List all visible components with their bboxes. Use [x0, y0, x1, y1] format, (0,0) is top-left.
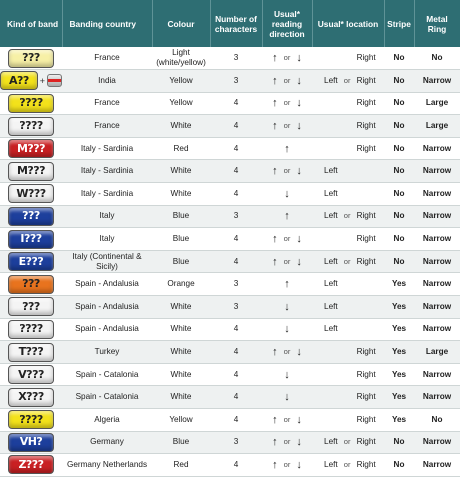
band-ring-icon: E??? — [8, 252, 54, 271]
or-label: or — [283, 53, 291, 63]
band-ring-icon: X??? — [8, 388, 54, 407]
arrow-down-icon: ↓ — [296, 97, 302, 110]
location-right: Right — [356, 143, 376, 153]
arrow-up-icon: ↑ — [284, 142, 290, 155]
table-row — [0, 431, 460, 454]
arrow-down-icon: ↓ — [284, 391, 290, 404]
colour-cell: Red — [152, 137, 210, 160]
location-left: Left — [324, 256, 338, 266]
country-cell: Spain - Andalusia — [62, 296, 152, 319]
colour-cell: White — [152, 318, 210, 341]
or-label: or — [283, 166, 291, 176]
metal-cell: Narrow — [414, 363, 460, 386]
metal-cell: Narrow — [414, 386, 460, 409]
stripe-cell: Yes — [384, 296, 414, 319]
country-cell: Spain - Catalonia — [62, 386, 152, 409]
location-cell — [312, 47, 384, 70]
metal-cell: Narrow — [414, 205, 460, 228]
colour-cell: White — [152, 341, 210, 364]
location-right: Right — [356, 234, 376, 244]
location-right: Right — [356, 347, 376, 357]
arrow-up-icon: ↑ — [272, 74, 278, 87]
band-cell — [0, 296, 62, 319]
colour-cell: Orange — [152, 273, 210, 296]
location-right: Right — [356, 211, 376, 221]
location-cell — [312, 363, 384, 386]
band-ring-icon: V??? — [8, 365, 54, 384]
metal-cell: Narrow — [414, 137, 460, 160]
table-row — [0, 454, 460, 477]
table-row — [0, 70, 460, 93]
chars-cell: 3 — [210, 431, 262, 454]
band-ring-icon: A?? — [0, 71, 38, 90]
colour-cell: Blue — [152, 228, 210, 251]
stripe-cell: No — [384, 137, 414, 160]
arrow-down-icon: ↓ — [284, 368, 290, 381]
direction-cell — [262, 160, 312, 183]
arrow-down-icon: ↓ — [296, 255, 302, 268]
country-cell: France — [62, 47, 152, 70]
country-cell: Italy (Continental & Sicily) — [62, 250, 152, 273]
band-cell — [0, 363, 62, 386]
band-cell — [0, 47, 62, 70]
band-ring-icon: ??? — [8, 207, 54, 226]
location-left: Left — [324, 211, 338, 221]
band-ring-icon: Z??? — [8, 455, 54, 474]
location-right: Right — [356, 75, 376, 85]
direction-cell — [262, 341, 312, 364]
band-ring-icon: ???? — [8, 410, 54, 429]
direction-cell — [262, 92, 312, 115]
band-cell — [0, 273, 62, 296]
location-cell — [312, 160, 384, 183]
or-label: or — [283, 121, 291, 131]
country-cell: Spain - Catalonia — [62, 363, 152, 386]
stripe-cell: No — [384, 115, 414, 138]
country-cell: Germany — [62, 431, 152, 454]
location-cell — [312, 273, 384, 296]
chars-cell: 4 — [210, 318, 262, 341]
band-ring-icon: ??? — [8, 49, 54, 68]
country-cell: Algeria — [62, 409, 152, 432]
stripe-cell: No — [384, 431, 414, 454]
location-left: Left — [324, 459, 338, 469]
chars-cell: 3 — [210, 273, 262, 296]
arrow-up-icon: ↑ — [272, 436, 278, 449]
chars-cell: 3 — [210, 70, 262, 93]
direction-cell — [262, 431, 312, 454]
table-row — [0, 363, 460, 386]
arrow-down-icon: ↓ — [296, 74, 302, 87]
chars-cell: 4 — [210, 409, 262, 432]
chars-cell: 4 — [210, 363, 262, 386]
chars-cell: 4 — [210, 228, 262, 251]
location-left: Left — [324, 166, 338, 176]
colour-cell: White — [152, 160, 210, 183]
location-right: Right — [356, 414, 376, 424]
metal-cell: Narrow — [414, 160, 460, 183]
colour-cell: Yellow — [152, 70, 210, 93]
header-location: Usual* location — [312, 0, 384, 47]
stripe-cell: No — [384, 92, 414, 115]
chars-cell: 4 — [210, 183, 262, 206]
metal-cell: Large — [414, 92, 460, 115]
colour-cell: White — [152, 363, 210, 386]
location-cell — [312, 115, 384, 138]
band-ring-icon: ???? — [8, 320, 54, 339]
location-left: Left — [324, 324, 338, 334]
or-label: or — [283, 347, 291, 357]
or-label: or — [343, 75, 351, 85]
location-left: Left — [324, 188, 338, 198]
location-cell — [312, 318, 384, 341]
stripe-cell: Yes — [384, 273, 414, 296]
country-cell: Germany Netherlands — [62, 454, 152, 477]
chars-cell: 4 — [210, 92, 262, 115]
band-cell — [0, 228, 62, 251]
band-cell — [0, 205, 62, 228]
location-right: Right — [356, 392, 376, 402]
header-stripe: Stripe — [384, 0, 414, 47]
stripe-cell: No — [384, 70, 414, 93]
stripe-cell: No — [384, 205, 414, 228]
or-label: or — [283, 437, 291, 447]
arrow-down-icon: ↓ — [284, 323, 290, 336]
direction-cell — [262, 454, 312, 477]
location-cell — [312, 386, 384, 409]
arrow-down-icon: ↓ — [296, 413, 302, 426]
band-cell — [0, 115, 62, 138]
country-cell: France — [62, 115, 152, 138]
stripe-cell: Yes — [384, 386, 414, 409]
country-cell: Italy — [62, 205, 152, 228]
stripe-cell: No — [384, 250, 414, 273]
metal-cell: Narrow — [414, 454, 460, 477]
colour-cell: White — [152, 386, 210, 409]
location-cell — [312, 70, 384, 93]
chars-cell: 3 — [210, 47, 262, 70]
country-cell: India — [62, 70, 152, 93]
metal-cell: Large — [414, 341, 460, 364]
band-cell — [0, 431, 62, 454]
location-right: Right — [356, 121, 376, 131]
header-direction: Usual* reading direction — [262, 0, 312, 47]
arrow-down-icon: ↓ — [284, 187, 290, 200]
location-left: Left — [324, 437, 338, 447]
direction-cell — [262, 137, 312, 160]
chars-cell: 4 — [210, 386, 262, 409]
or-label: or — [283, 459, 291, 469]
band-cell — [0, 70, 62, 93]
direction-cell — [262, 409, 312, 432]
colour-cell: Yellow — [152, 409, 210, 432]
direction-cell — [262, 228, 312, 251]
metal-cell: Narrow — [414, 318, 460, 341]
country-cell: France — [62, 92, 152, 115]
table-row — [0, 160, 460, 183]
band-cell — [0, 250, 62, 273]
or-label: or — [283, 414, 291, 424]
metal-cell: No — [414, 409, 460, 432]
table-row — [0, 92, 460, 115]
country-cell: Italy - Sardinia — [62, 137, 152, 160]
arrow-up-icon: ↑ — [272, 120, 278, 133]
location-cell — [312, 250, 384, 273]
table-row — [0, 183, 460, 206]
location-right: Right — [356, 256, 376, 266]
metal-cell: Narrow — [414, 273, 460, 296]
location-cell — [312, 228, 384, 251]
table-row — [0, 228, 460, 251]
band-ring-icon: T??? — [8, 343, 54, 362]
direction-cell — [262, 273, 312, 296]
arrow-down-icon: ↓ — [296, 233, 302, 246]
band-ring-icon: ??? — [8, 297, 54, 316]
location-left: Left — [324, 301, 338, 311]
arrow-down-icon: ↓ — [296, 120, 302, 133]
stripe-cell: Yes — [384, 318, 414, 341]
table-row — [0, 205, 460, 228]
stripe-cell: No — [384, 228, 414, 251]
band-ring-icon: M??? — [8, 139, 54, 158]
or-label: or — [283, 234, 291, 244]
stripe-cell: No — [384, 160, 414, 183]
location-right: Right — [356, 369, 376, 379]
or-label: or — [343, 211, 351, 221]
direction-cell — [262, 70, 312, 93]
chars-cell: 3 — [210, 296, 262, 319]
arrow-up-icon: ↑ — [284, 210, 290, 223]
band-cell — [0, 160, 62, 183]
table-row — [0, 137, 460, 160]
table-row — [0, 409, 460, 432]
metal-cell: Narrow — [414, 183, 460, 206]
band-ring-icon: W??? — [8, 184, 54, 203]
table-row — [0, 386, 460, 409]
or-label: or — [283, 256, 291, 266]
arrow-down-icon: ↓ — [296, 346, 302, 359]
band-cell — [0, 386, 62, 409]
location-cell — [312, 431, 384, 454]
arrow-up-icon: ↑ — [272, 233, 278, 246]
direction-cell — [262, 296, 312, 319]
arrow-down-icon: ↓ — [296, 458, 302, 471]
stripe-cell: Yes — [384, 363, 414, 386]
arrow-down-icon: ↓ — [296, 52, 302, 65]
direction-cell — [262, 205, 312, 228]
location-cell — [312, 454, 384, 477]
country-cell: Italy - Sardinia — [62, 160, 152, 183]
table-row — [0, 47, 460, 70]
arrow-up-icon: ↑ — [272, 458, 278, 471]
country-cell: Spain - Andalusia — [62, 318, 152, 341]
arrow-up-icon: ↑ — [272, 346, 278, 359]
arrow-down-icon: ↓ — [296, 436, 302, 449]
chars-cell: 4 — [210, 115, 262, 138]
arrow-up-icon: ↑ — [284, 278, 290, 291]
or-label: or — [283, 98, 291, 108]
metal-ring-icon — [47, 74, 62, 87]
direction-cell — [262, 183, 312, 206]
band-cell — [0, 454, 62, 477]
header-country: Banding country — [62, 0, 152, 47]
colour-cell: Light (white/yellow) — [152, 47, 210, 70]
metal-cell: Narrow — [414, 70, 460, 93]
direction-cell — [262, 386, 312, 409]
arrow-down-icon: ↓ — [296, 165, 302, 178]
band-cell — [0, 341, 62, 364]
chars-cell: 4 — [210, 250, 262, 273]
colour-cell: White — [152, 183, 210, 206]
location-cell — [312, 205, 384, 228]
colour-cell: Red — [152, 454, 210, 477]
header-metal: Metal Ring — [414, 0, 460, 47]
arrow-up-icon: ↑ — [272, 52, 278, 65]
band-cell — [0, 409, 62, 432]
metal-cell: Narrow — [414, 228, 460, 251]
header-kind: Kind of band — [0, 0, 62, 47]
or-label: or — [283, 75, 291, 85]
table-row — [0, 296, 460, 319]
location-right: Right — [356, 98, 376, 108]
location-left: Left — [324, 75, 338, 85]
plus-icon: + — [39, 75, 45, 86]
chars-cell: 4 — [210, 160, 262, 183]
location-left: Left — [324, 279, 338, 289]
direction-cell — [262, 115, 312, 138]
colour-cell: Blue — [152, 250, 210, 273]
metal-cell: No — [414, 47, 460, 70]
location-right: Right — [356, 437, 376, 447]
country-cell: Italy — [62, 228, 152, 251]
colour-cell: Blue — [152, 431, 210, 454]
colour-cell: White — [152, 115, 210, 138]
location-cell — [312, 92, 384, 115]
metal-cell: Large — [414, 115, 460, 138]
stripe-cell: No — [384, 183, 414, 206]
stripe-cell: No — [384, 454, 414, 477]
location-cell — [312, 341, 384, 364]
colour-cell: White — [152, 296, 210, 319]
table-row — [0, 250, 460, 273]
table-row — [0, 341, 460, 364]
country-cell: Spain - Andalusia — [62, 273, 152, 296]
band-cell — [0, 92, 62, 115]
country-cell: Italy - Sardinia — [62, 183, 152, 206]
or-label: or — [343, 437, 351, 447]
stripe-cell: Yes — [384, 409, 414, 432]
header-colour: Colour — [152, 0, 210, 47]
arrow-down-icon: ↓ — [284, 300, 290, 313]
band-cell — [0, 183, 62, 206]
band-cell — [0, 318, 62, 341]
country-cell: Turkey — [62, 341, 152, 364]
metal-cell: Narrow — [414, 296, 460, 319]
band-ring-icon: M??? — [8, 162, 54, 181]
band-ring-icon: VH? — [8, 433, 54, 452]
location-cell — [312, 296, 384, 319]
direction-cell — [262, 250, 312, 273]
arrow-up-icon: ↑ — [272, 255, 278, 268]
arrow-up-icon: ↑ — [272, 97, 278, 110]
arrow-up-icon: ↑ — [272, 165, 278, 178]
stripe-cell: Yes — [384, 341, 414, 364]
colour-cell: Blue — [152, 205, 210, 228]
metal-cell: Narrow — [414, 431, 460, 454]
colour-cell: Yellow — [152, 92, 210, 115]
chars-cell: 4 — [210, 341, 262, 364]
band-cell — [0, 137, 62, 160]
band-ring-icon: ??? — [8, 275, 54, 294]
direction-cell — [262, 318, 312, 341]
location-cell — [312, 409, 384, 432]
chars-cell: 4 — [210, 454, 262, 477]
band-ring-icon: ???? — [8, 94, 54, 113]
location-cell — [312, 183, 384, 206]
direction-cell — [262, 47, 312, 70]
band-ring-icon: ???? — [8, 117, 54, 136]
or-label: or — [343, 459, 351, 469]
header-row — [0, 0, 460, 47]
table-row — [0, 115, 460, 138]
table-row — [0, 273, 460, 296]
or-label: or — [343, 256, 351, 266]
band-ring-icon: I??? — [8, 230, 54, 249]
arrow-up-icon: ↑ — [272, 413, 278, 426]
table-row — [0, 318, 460, 341]
chars-cell: 3 — [210, 205, 262, 228]
location-right: Right — [356, 459, 376, 469]
location-cell — [312, 137, 384, 160]
direction-cell — [262, 363, 312, 386]
metal-cell: Narrow — [414, 250, 460, 273]
header-chars: Number of characters — [210, 0, 262, 47]
chars-cell: 4 — [210, 137, 262, 160]
location-right: Right — [356, 53, 376, 63]
stripe-cell: No — [384, 47, 414, 70]
